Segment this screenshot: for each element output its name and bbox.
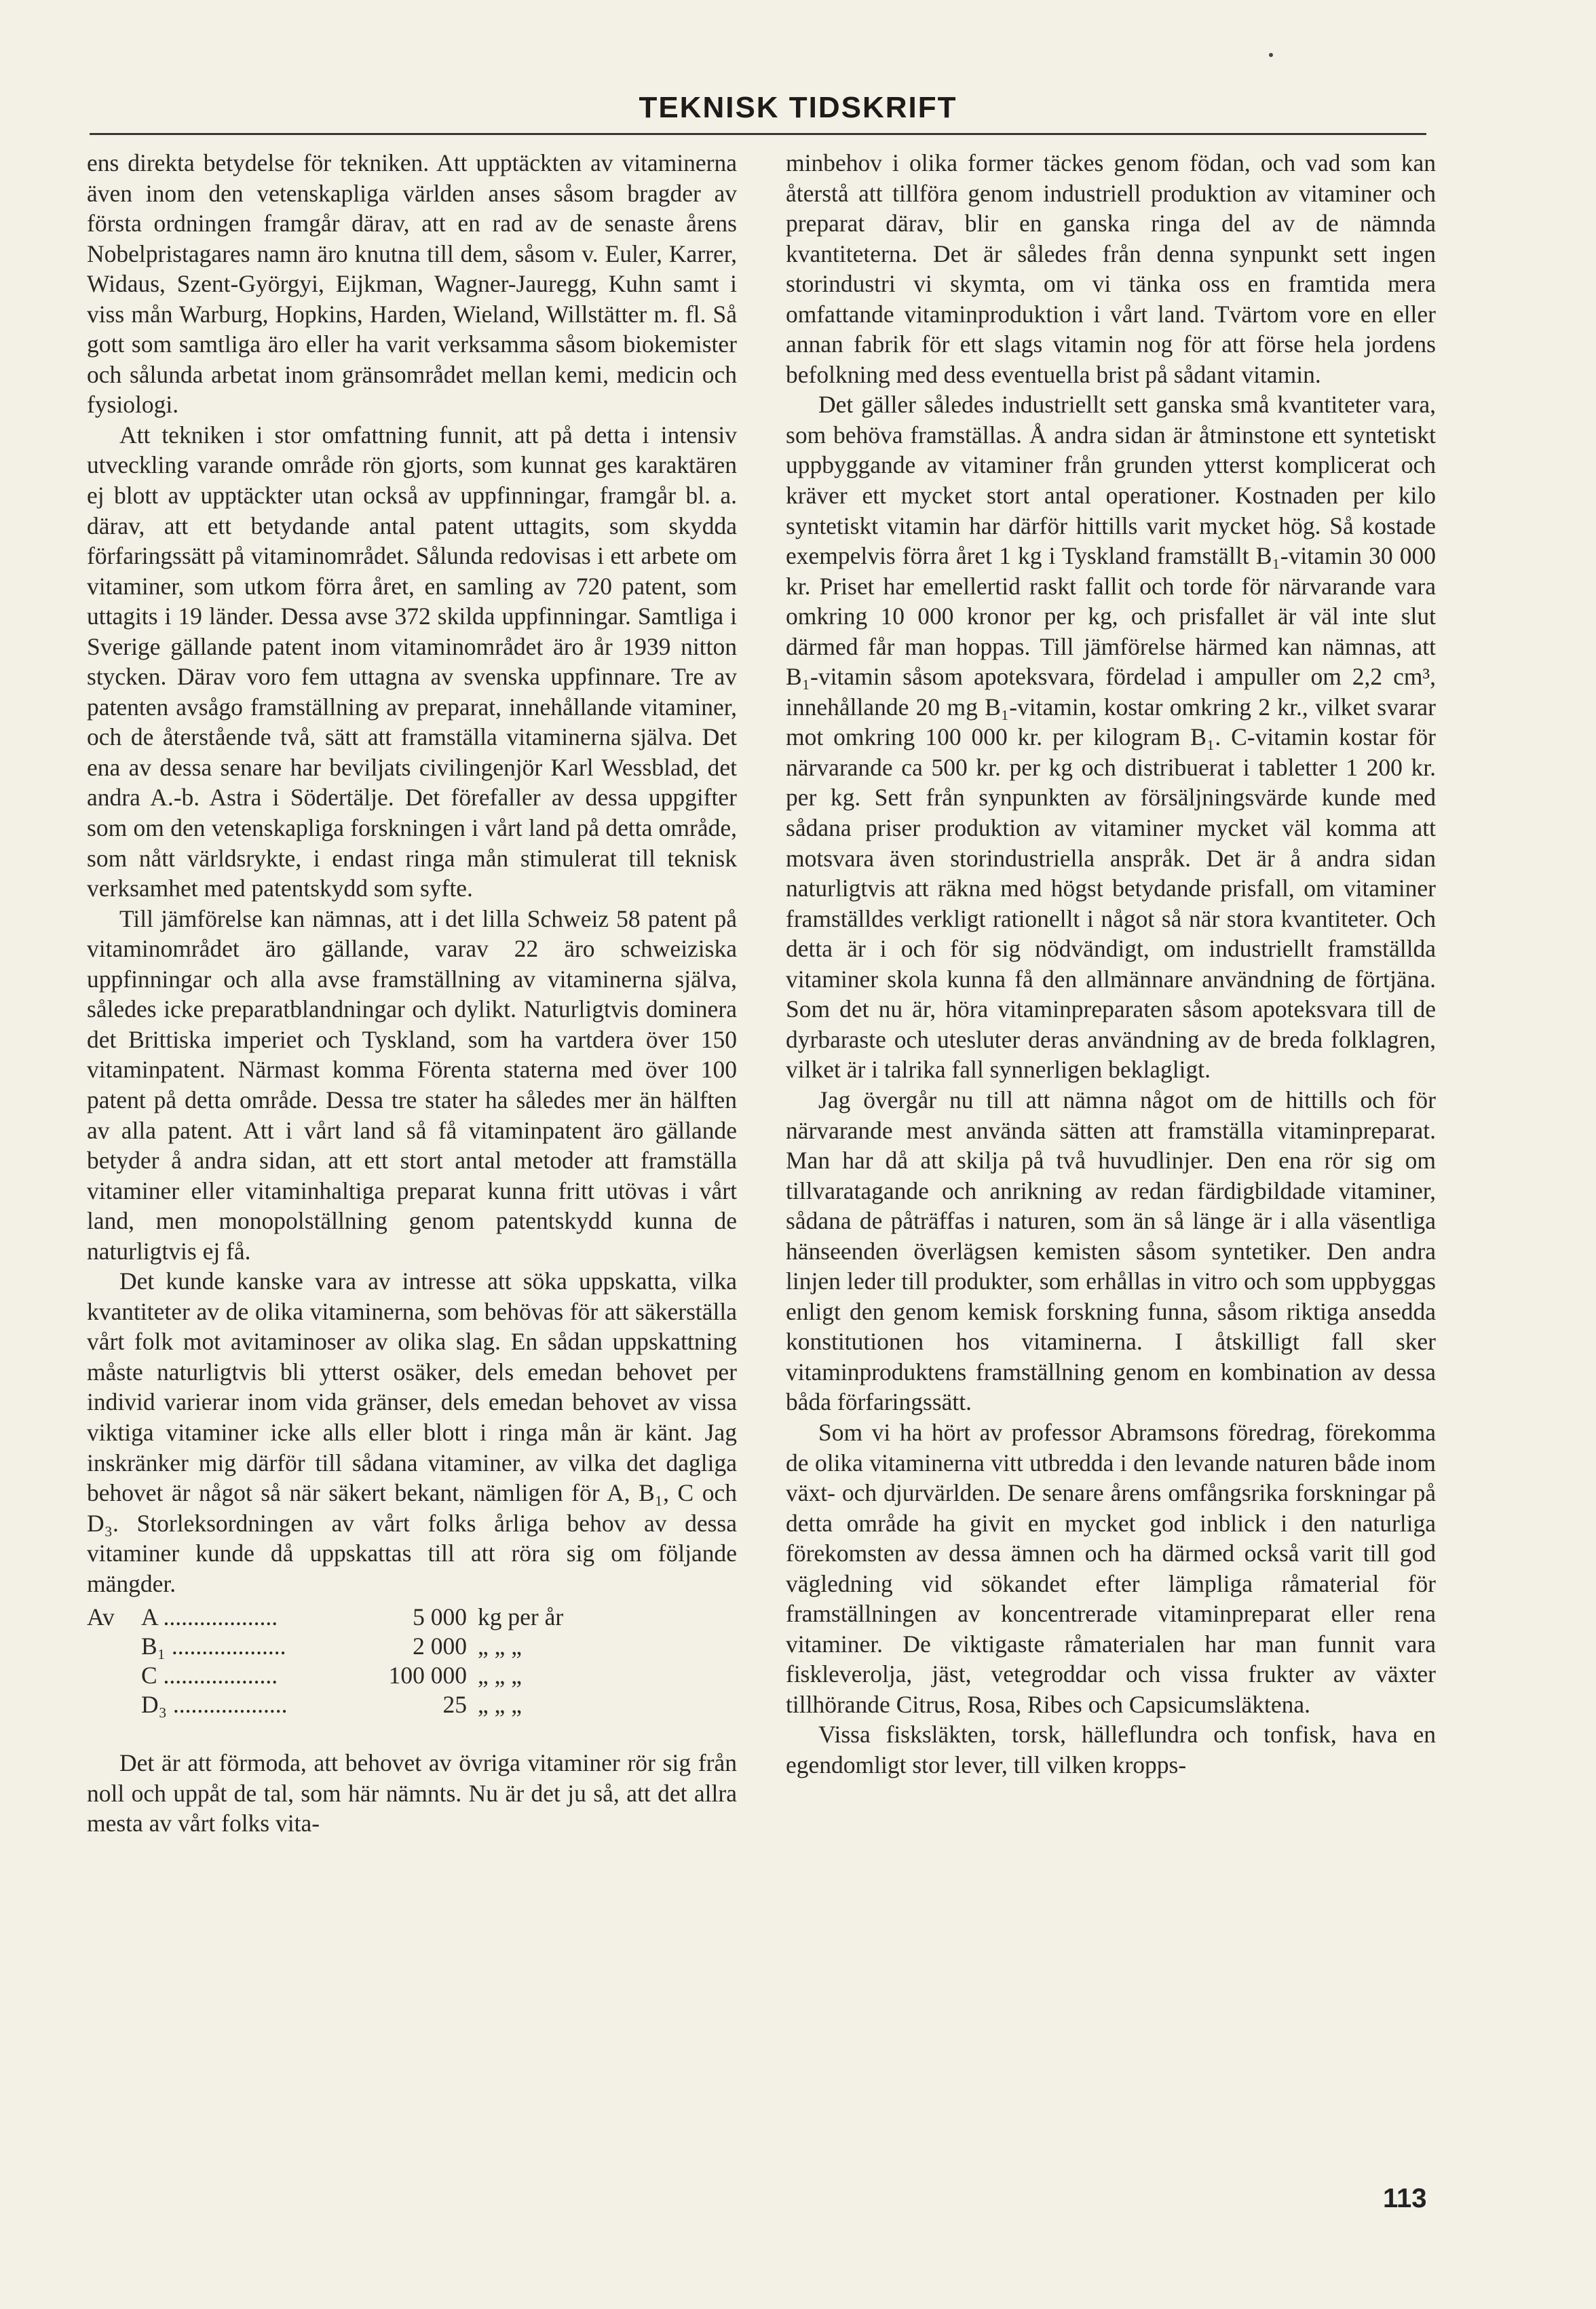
paragraph: Som vi ha hört av professor Abramsons föredrag, förekomma de olika vitaminerna vitt utbredda i den levande naturen både inom växt- och djurvärlden. De senare årens omfångsrika forskningar på detta område ha givit en mycket god inblick i den naturliga förekomsten av dessa ämnen och ha därmed också varit till god vägledning vid sökandet efter lämpliga råmaterial för framställningen av koncentrerade vitaminpreparat eller rena vitaminer. De viktigaste råmaterialen har man funnit vara fiskleverolja, jäst, vetegroddar och vissa frukter av växter tillhörande Citrus, Rosa, Ribes och Capsicumsläktena. xyxy=(786,1418,1436,1718)
row-prefix: Av xyxy=(87,1603,115,1631)
vitamin-unit: „ „ „ xyxy=(478,1633,522,1660)
paragraph: ens direkta betydelse för tekniken. Att upptäckten av vitaminerna även inom den vetenskapliga världen anses såsom bragder av första ordningen framgår därav, att en rad av de senaste årens Nobelpristagares namn äro knutna till dem, såsom v. Euler, Karrer, Widaus, Szent-Györgyi, Eijkman, Wagner-Jauregg, Kuhn samt i viss mån Warburg, Hopkins, Harden, Wieland, Willstätter m. fl. Så gott som samtliga äro eller ha varit verksamma såsom biokemister och sålunda arbetat inom gränsområdet mellan kemi, medicin och fysiologi. xyxy=(87,149,737,419)
row-prefix xyxy=(87,1690,141,1719)
row-prefix xyxy=(87,1632,141,1661)
paragraph: Jag övergår nu till att nämna något om de hittills och för närvarande mest använda sätten att framställa vitaminpreparat. Man har då att skilja på två huvudlinjer. Den ena rör sig om tillvaratagande och anrikning av redan färdigbildade vitaminer, sådana de påträffas i naturen, som än så länge är i alla väsentliga hänseenden överlägsen kemisten såsom syntetiker. Den andra linjen leder till produkter, som erhållas in vitro och som uppbyggas enligt den genom kemisk forskning funna, såsom riktiga ansedda konstitutionen hos vitaminerna. I åtskilligt fall sker vitaminproduktens framställning genom en kombination av dessa båda förfaringssätt. xyxy=(786,1086,1436,1416)
journal-header: TEKNISK TIDSKRIFT xyxy=(639,91,957,124)
vitamin-demand-table xyxy=(87,1603,627,1719)
table-row xyxy=(87,1603,627,1632)
paragraph: Till jämförelse kan nämnas, att i det lilla Schweiz 58 patent på vitaminområdet äro gällande, varav 22 äro schweiziska uppfinningar och alla avse framställning av vitaminerna själva, således icke preparatblandningar och dylikt. Naturligtvis dominera det Brittiska imperiet och Tyskland, som ha vartdera över 150 vitaminpatent. Närmast komma Förenta staterna med över 100 patent på detta område. Dessa tre stater ha således mer än hälften av alla patent. Att i vårt land så få vitaminpatent äro gällande betyder å andra sidan, att ett stort antal metoder att framställa vitaminer eller vitaminhaltiga preparat kunna fritt utövas i vårt land, men monopolställning genom patentskydd kunna de naturligtvis ej få. xyxy=(87,904,737,1265)
page-number: 113 xyxy=(1383,2183,1427,2213)
vitamin-name: B₁ ................... xyxy=(141,1633,286,1660)
header-rule xyxy=(90,133,1426,135)
table-row xyxy=(87,1690,627,1719)
table-row xyxy=(87,1632,627,1661)
vitamin-unit: „ „ „ xyxy=(478,1691,522,1719)
vitamin-amount: 100 000 xyxy=(388,1662,467,1690)
vitamin-name: D₃ ................... xyxy=(141,1691,288,1719)
paragraph: Det är att förmoda, att behovet av övriga vitaminer rör sig från noll och uppåt de tal, som här nämnts. Nu är det ju så, att det allra mesta av vårt folks vita- xyxy=(87,1749,737,1837)
paragraph: Det gäller således industriellt sett ganska små kvantiteter vara, som behöva framställas. Å andra sidan är åtminstone ett syntetiskt uppbyggande av vitaminer från grunden ytterst komplicerat och kräver ett mycket stort antal operationer. Kostnaden per kilo syntetiskt vitamin har därför hittills varit mycket hög. Så kostade exempelvis förra året 1 kg i Tyskland framställt B₁-vitamin 30 000 kr. Priset har emellertid raskt fallit och torde för närvarande vara omkring 10 000 kronor per kg, och prisfallet är väl inte slut därmed får man hoppas. Till jämförelse härmed kan nämnas, att B₁-vitamin såsom apoteksvara, fördelad i ampuller om 2,2 cm³, innehållande 20 mg B₁-vitamin, kostar omkring 2 kr., vilket svarar mot omkring 100 000 kr. per kilogram B₁. C-vitamin kostar för närvarande ca 500 kr. per kg och distribuerat i tabletter 1 200 kr. per kg. Sett från synpunkten av försäljningsvärde kunde med sådana priser produktion av vitaminer mycket väl komma att motsvara även storindustriella anspråk. Det är å andra sidan naturligtvis att räkna med högst betydande prisfall, om vitaminer framställdes verkligt rationellt i något så när stora kvantiteter. Och detta är i och för sig nödvändigt, om industriellt framställda vitaminer skola kunna få den allmännare användning de förtjäna. Som det nu är, höra vitaminpreparaten såsom apoteksvara till de dyrbaraste och utesluter deras användning av de breda folklagren, vilket är i talrika fall synnerligen beklagligt. xyxy=(786,391,1436,1084)
left-column xyxy=(87,148,737,1839)
paragraph: minbehov i olika former täckes genom födan, och vad som kan återstå att tillföra genom industriell produktion av vitaminer och preparat därav, blir en ganska ringa del av de nämnda kvantiteterna. Det är således från denna synpunkt sett ingen storindustri vi skymta, om vi tänka oss en framtida mera omfattande vitaminproduktion i vårt land. Tvärtom vore en eller annan fabrik för ett slags vitamin nog för att förse hela jordens befolkning med dess eventuella brist på sådant vitamin. xyxy=(786,149,1436,388)
print-speck xyxy=(1269,53,1273,57)
vitamin-amount: 5 000 xyxy=(413,1603,467,1631)
paragraph: Det kunde kanske vara av intresse att söka uppskatta, vilka kvantiteter av de olika vitaminerna, som behövas för att säkerställa vårt folk mot avitaminoser av olika slag. En sådan uppskattning måste naturligtvis bli ytterst osäker, dels emedan behovet per individ varierar inom vida gränser, dels emedan behovet av vissa viktiga vitaminer icke alls eller blott i ringa mån är känt. Jag inskränker mig därför till sådana vitaminer, av vilka det dagliga behovet är något så när säkert bekant, nämligen för A, B₁, C och D₃. Storleksordningen av vårt folks årliga behov av dessa vitaminer kunde då uppskattas till att röra sig om följande mängder. xyxy=(87,1267,737,1597)
vitamin-amount: 2 000 xyxy=(413,1633,467,1660)
table-row xyxy=(87,1661,627,1690)
paragraph: Vissa fisksläkten, torsk, hälleflundra och tonfisk, hava en egendomligt stor lever, till vilken kropps- xyxy=(786,1721,1436,1778)
vitamin-amount: 25 xyxy=(442,1691,467,1719)
row-prefix xyxy=(87,1661,141,1690)
paragraph: Att tekniken i stor omfattning funnit, att på detta i intensiv utveckling varande område rön gjorts, som kunnat ges karaktären ej blott av upptäckter utan också av uppfinningar, framgår bl. a. därav, att ett betydande antal patent uttagits, som skydda förfaringssätt på vitaminområdet. Sålunda redovisas i ett arbete om vitaminer, som utkom förra året, en samling av 720 patent, som uttagits i 19 länder. Dessa avse 372 skilda uppfinningar. Samtliga i Sverige gällande patent inom vitaminområdet äro år 1939 nitton stycken. Därav voro fem uttagna av svenska uppfinnare. Tre av patenten avsågo framställning av preparat, innehållande vitaminer, och de återstående två, sätt att framställa vitaminerna själva. Det ena av dessa senare har beviljats civilingenjör Karl Wessblad, det andra A.-b. Astra i Södertälje. Det förefaller av dessa uppgifter som om den vetenskapliga forskningen i vårt land på detta område, som nått världsrykte, i endast ringa mån stimulerat till teknisk verksamhet med patentskydd som syfte. xyxy=(87,421,737,902)
vitamin-name: A ................... xyxy=(141,1603,278,1631)
table-spacer xyxy=(87,1722,737,1748)
right-column xyxy=(786,148,1436,1780)
vitamin-unit: kg per år xyxy=(478,1603,564,1631)
vitamin-name: C ................... xyxy=(141,1662,278,1690)
vitamin-unit: „ „ „ xyxy=(478,1662,522,1690)
